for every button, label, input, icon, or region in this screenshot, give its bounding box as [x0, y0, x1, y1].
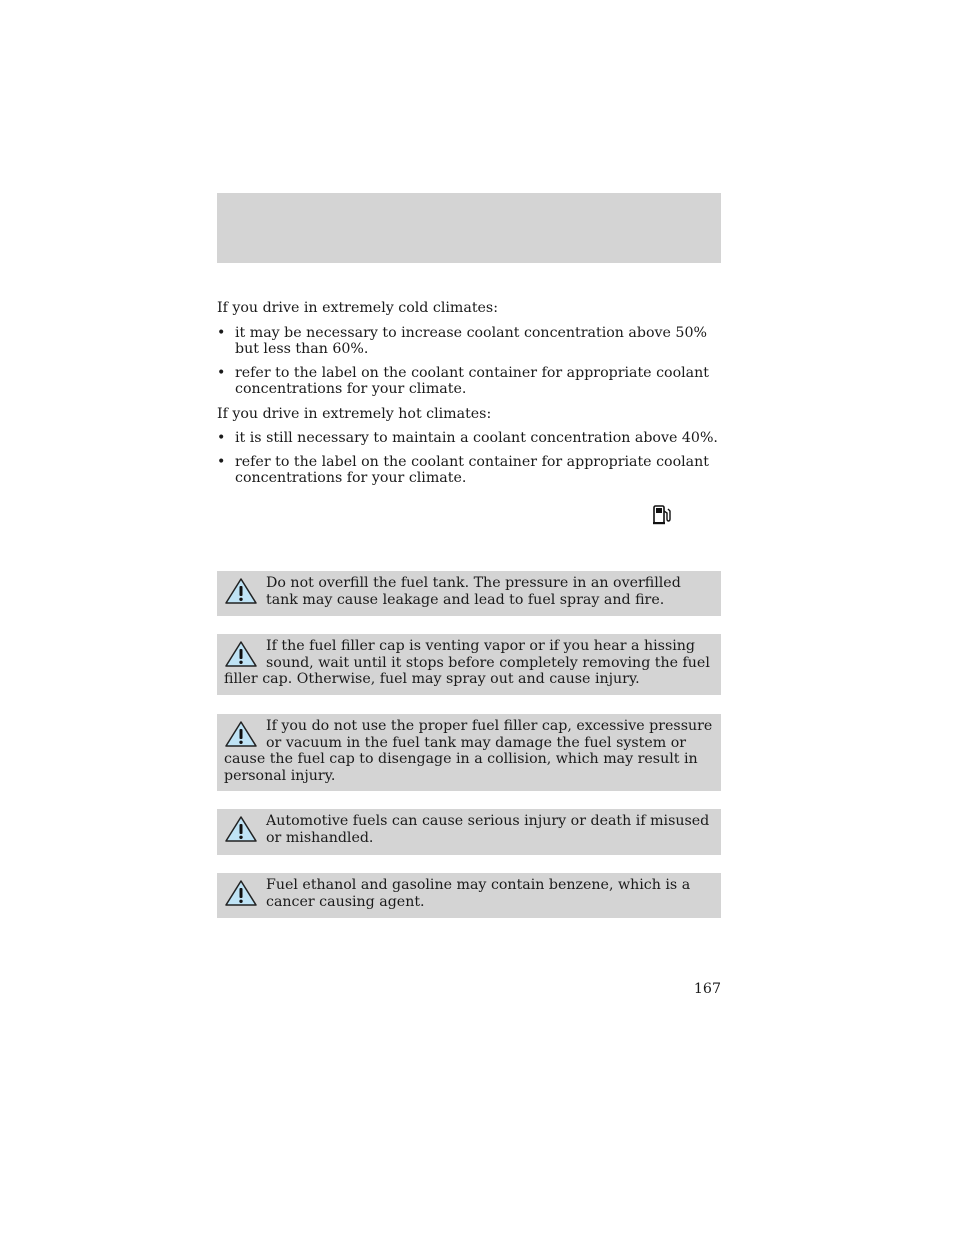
hot-climate-list: [217, 430, 721, 487]
warning-triangle-icon: [224, 814, 258, 844]
list-item: • it may be necessary to increase coolant concentration above 50% but less than 60%.: [217, 324, 707, 357]
list-item: • refer to the label on the coolant container for appropriate coolant concentrations for your climate.: [217, 453, 709, 486]
warning-triangle-icon: [224, 576, 258, 606]
warning-triangle-icon: [224, 639, 258, 669]
warning-box: [217, 809, 721, 855]
warning-triangle-icon: [224, 719, 258, 749]
warning-text: If you do not use the proper fuel filler cap, excessive pressure or vacuum in the fuel tank may damage the fuel system or cause the fuel cap to disengage in a collision, which may result in personal injury.: [224, 718, 713, 784]
cold-climate-list: [217, 325, 721, 398]
bullet: •: [217, 430, 226, 446]
warning-text: Do not overfill the fuel tank. The pressure in an overfilled tank may cause leakage and lead to fuel spray and fire.: [266, 575, 681, 608]
bullet: •: [217, 453, 226, 470]
fuel-pump-icon: [652, 504, 672, 525]
warning-text: If the fuel filler cap is venting vapor or if you hear a hissing sound, wait until it stops before completely removing the fuel filler cap. Otherwise, fuel may spray out and cause injury.: [224, 638, 710, 687]
cold-climate-intro: If you drive in extremely cold climates:: [217, 300, 498, 316]
warning-text: Automotive fuels can cause serious injury or death if misused or mishandled.: [266, 813, 710, 846]
list-item: • it is still necessary to maintain a coolant concentration above 40%.: [217, 430, 718, 446]
bullet: •: [217, 324, 226, 341]
bullet: •: [217, 364, 226, 381]
page-number: 167: [693, 981, 721, 997]
coolant-climate-section: [217, 300, 721, 495]
section-header-band: [217, 193, 721, 263]
warning-box: [217, 714, 721, 791]
list-item: • refer to the label on the coolant container for appropriate coolant concentrations for your climate.: [217, 364, 709, 397]
warning-box: [217, 873, 721, 918]
hot-climate-intro: If you drive in extremely hot climates:: [217, 405, 492, 422]
warning-box: [217, 634, 721, 695]
warning-text: Fuel ethanol and gasoline may contain benzene, which is a cancer causing agent.: [266, 877, 691, 910]
warning-triangle-icon: [224, 878, 258, 908]
warning-box: [217, 571, 721, 616]
